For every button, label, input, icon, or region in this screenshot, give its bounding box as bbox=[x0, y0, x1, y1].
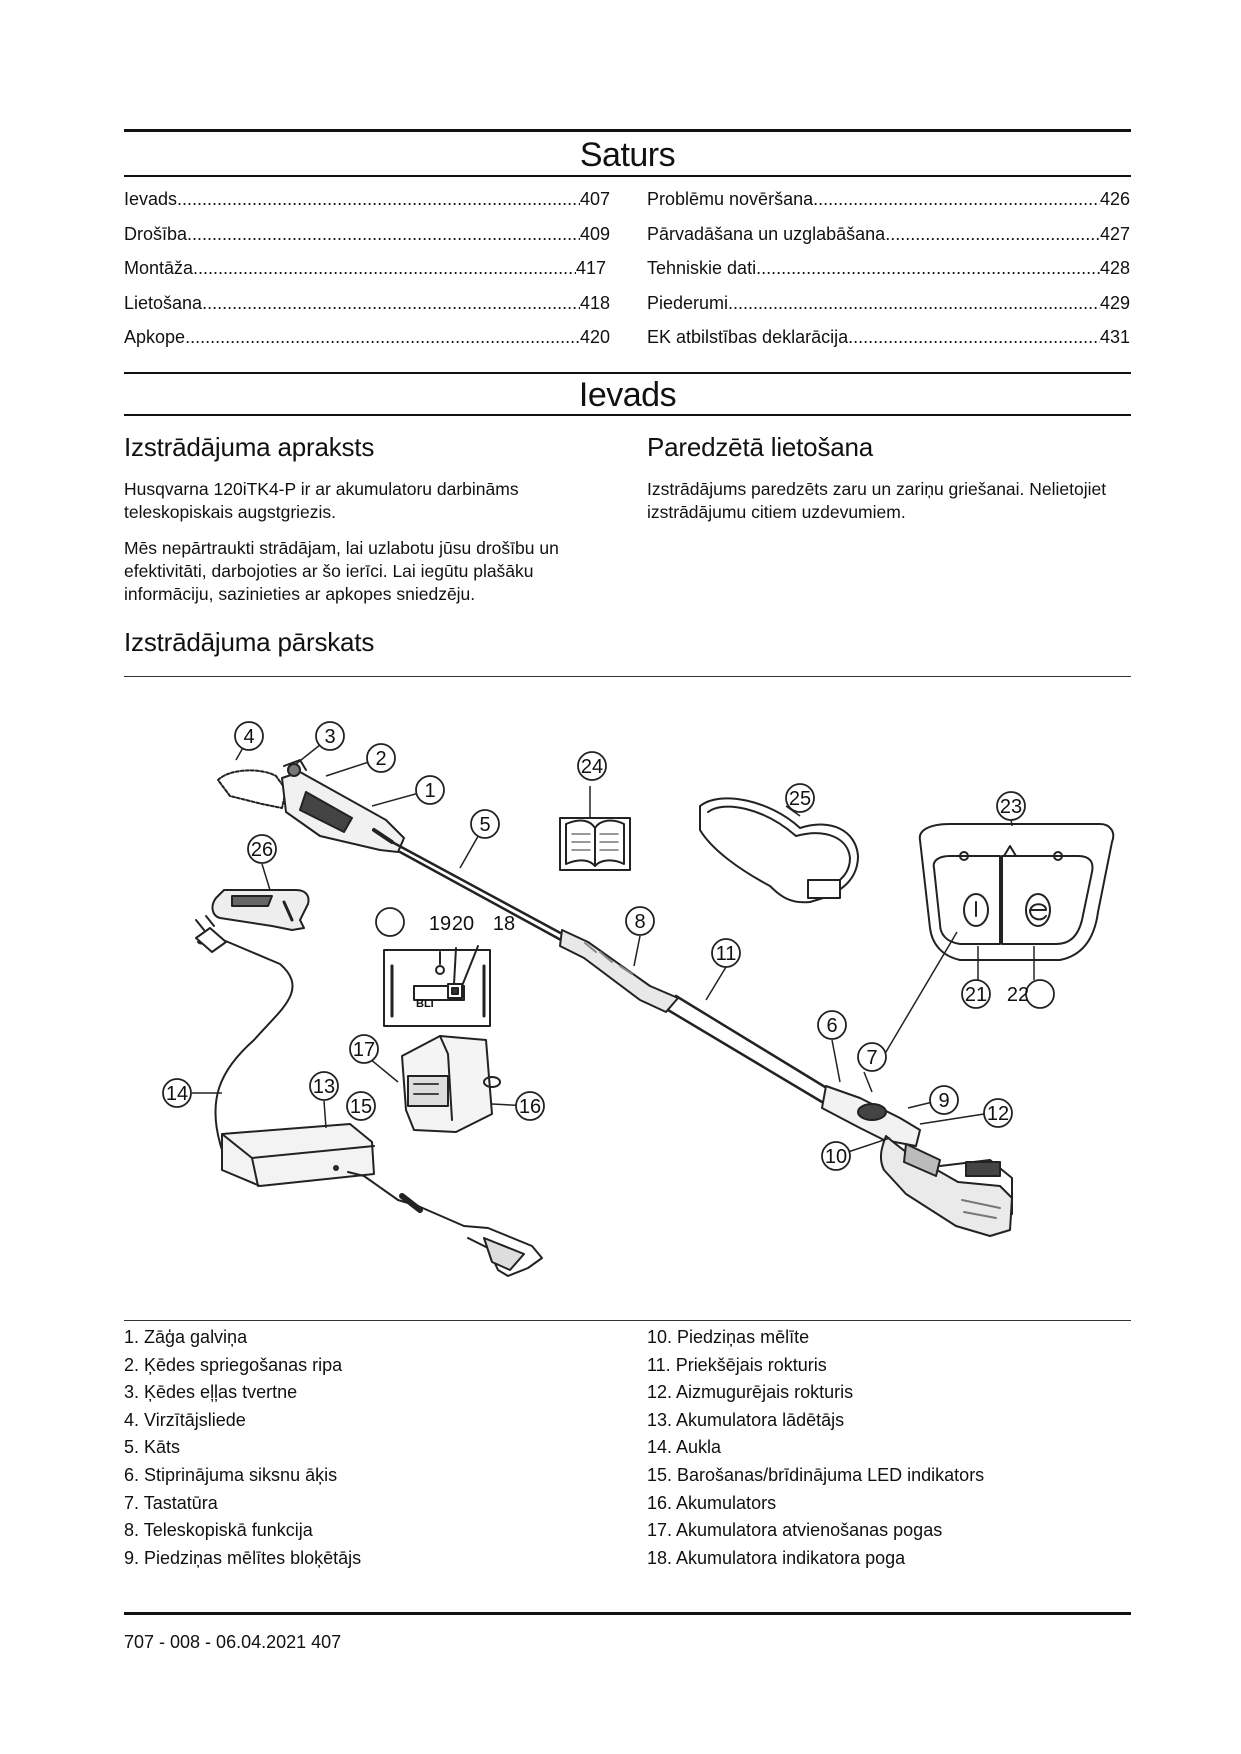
toc-entry[interactable]: Ievads ..... 407 bbox=[124, 182, 610, 217]
callout-17: 17 bbox=[352, 1039, 376, 1061]
manual-book-illustration bbox=[560, 818, 630, 870]
toc-entry[interactable]: Apkope ..... 420 bbox=[124, 320, 610, 355]
legend-item: 1. Zāģa galviņa bbox=[124, 1327, 248, 1347]
keypad-illustration bbox=[920, 824, 1113, 960]
description-paragraph: Husqvarna 120iTK4-P ir ar akumulatoru darbināms teleskopiskais augstgriezis. bbox=[124, 479, 519, 522]
legend-item: 10. Piedziņas mēlīte bbox=[647, 1327, 810, 1347]
description-heading: Izstrādājuma apraksts bbox=[124, 432, 375, 462]
toc-entry[interactable]: Montāža ..... 417 bbox=[124, 251, 610, 286]
legend-item: 7. Tastatūra bbox=[124, 1492, 218, 1513]
callout-18: 18 bbox=[492, 913, 516, 935]
callout-1: 1 bbox=[424, 780, 436, 802]
legend-item: 18. Akumulatora indikatora poga bbox=[647, 1547, 906, 1568]
callout-14: 14 bbox=[165, 1083, 189, 1105]
callout-12: 12 bbox=[986, 1103, 1010, 1125]
callout-20: 20 bbox=[451, 913, 475, 935]
legend-item: 13. Akumulatora lādētājs bbox=[647, 1409, 845, 1430]
legend-item: 4. Virzītājsliede bbox=[124, 1409, 246, 1430]
intended-use-paragraph: Izstrādājums paredzēts zaru un zariņu griešanai. Nelietojiet izstrādājumu citiem uzdevumiem. bbox=[647, 479, 1107, 522]
callout-16: 16 bbox=[518, 1096, 542, 1118]
battery-indicator-detail bbox=[384, 946, 490, 1026]
intended-use-heading: Paredzētā lietošana bbox=[647, 432, 874, 462]
legend-right bbox=[647, 1324, 984, 1572]
callout-7: 7 bbox=[866, 1047, 878, 1069]
toc-entry[interactable]: Pārvadāšana un uzglabāšana ..... 427 bbox=[647, 217, 1130, 252]
legend-item: 12. Aizmugurējais rokturis bbox=[647, 1382, 854, 1403]
callout-15: 15 bbox=[349, 1096, 373, 1118]
toc-entry[interactable]: Piederumi ..... 429 bbox=[647, 286, 1130, 321]
callout-26: 26 bbox=[250, 839, 274, 861]
legend-left bbox=[124, 1324, 361, 1572]
callout-3: 3 bbox=[324, 726, 336, 748]
legend-item: 8. Teleskopiskā funkcija bbox=[124, 1520, 313, 1541]
footer bbox=[124, 1632, 341, 1653]
callout-6: 6 bbox=[826, 1015, 838, 1037]
callout-19: 19 bbox=[428, 913, 452, 935]
legend-item: 9. Piedziņas mēlītes bloķētājs bbox=[124, 1547, 362, 1568]
toc-entry[interactable]: Tehniskie dati ..... 428 bbox=[647, 251, 1130, 286]
bar-cover-illustration bbox=[213, 890, 309, 930]
battery-illustration bbox=[402, 1036, 500, 1132]
legend-item: 16. Akumulators bbox=[647, 1492, 777, 1513]
callout-5: 5 bbox=[479, 814, 491, 836]
toc-title: Saturs bbox=[579, 136, 676, 174]
toc-entry[interactable]: EK atbilstības deklarācija ..... 431 bbox=[647, 320, 1130, 355]
callout-22: 22 bbox=[1006, 984, 1030, 1006]
page-number: 407 bbox=[311, 1632, 342, 1652]
legend-item: 15. Barošanas/brīdinājuma LED indikators bbox=[647, 1464, 985, 1485]
legend-item: 11. Priekšējais rokturis bbox=[647, 1354, 827, 1375]
callout-24: 24 bbox=[580, 756, 604, 778]
legend-rule bbox=[124, 1320, 1131, 1321]
callout-11: 11 bbox=[715, 943, 737, 965]
toc-entry[interactable]: Lietošana ..... 418 bbox=[124, 286, 610, 321]
legend-item: 14. Aukla bbox=[647, 1437, 722, 1458]
harness-illustration bbox=[700, 798, 858, 902]
toc-entry[interactable]: Problēmu novēršana ..... 426 bbox=[647, 182, 1130, 217]
legend-item: 2. Ķēdes spriegošanas ripa bbox=[124, 1354, 343, 1375]
rear-handle-illustration bbox=[822, 1086, 1012, 1236]
battery-label: BLI bbox=[416, 998, 434, 1010]
legend-item: 3. Ķēdes eļļas tvertne bbox=[124, 1382, 298, 1403]
toc-entry[interactable]: Drošība ..... 409 bbox=[124, 217, 610, 252]
callout-25: 25 bbox=[788, 788, 812, 810]
description-paragraph: Mēs nepārtraukti strādājam, lai uzlabotu jūsu drošību un efektivitāti, darbojoties ar šo ierīci. Lai iegūtu plašāku informāciju, sazinieties ar apkopes sniedzēju. bbox=[124, 538, 559, 604]
callout-23: 23 bbox=[999, 796, 1023, 818]
legend-item: 6. Stiprinājuma siksnu āķis bbox=[124, 1464, 338, 1485]
legend-item: 17. Akumulatora atvienošanas pogas bbox=[647, 1520, 943, 1541]
callout-10: 10 bbox=[824, 1146, 848, 1168]
legend-item: 5. Kāts bbox=[124, 1437, 181, 1458]
section-title: Ievads bbox=[578, 376, 677, 414]
callout-8: 8 bbox=[634, 911, 646, 933]
callout-4: 4 bbox=[243, 726, 255, 748]
footer-rule bbox=[124, 1612, 1131, 1615]
overview-heading: Izstrādājuma pārskats bbox=[124, 627, 375, 657]
saw-head-illustration bbox=[218, 760, 404, 852]
callout-21: 21 bbox=[964, 984, 988, 1006]
callout-13: 13 bbox=[312, 1076, 336, 1098]
callout-9: 9 bbox=[938, 1090, 950, 1112]
callout-2: 2 bbox=[375, 748, 387, 770]
footer-doc-id: 707 - 008 - 06.04.2021 bbox=[124, 1632, 312, 1652]
